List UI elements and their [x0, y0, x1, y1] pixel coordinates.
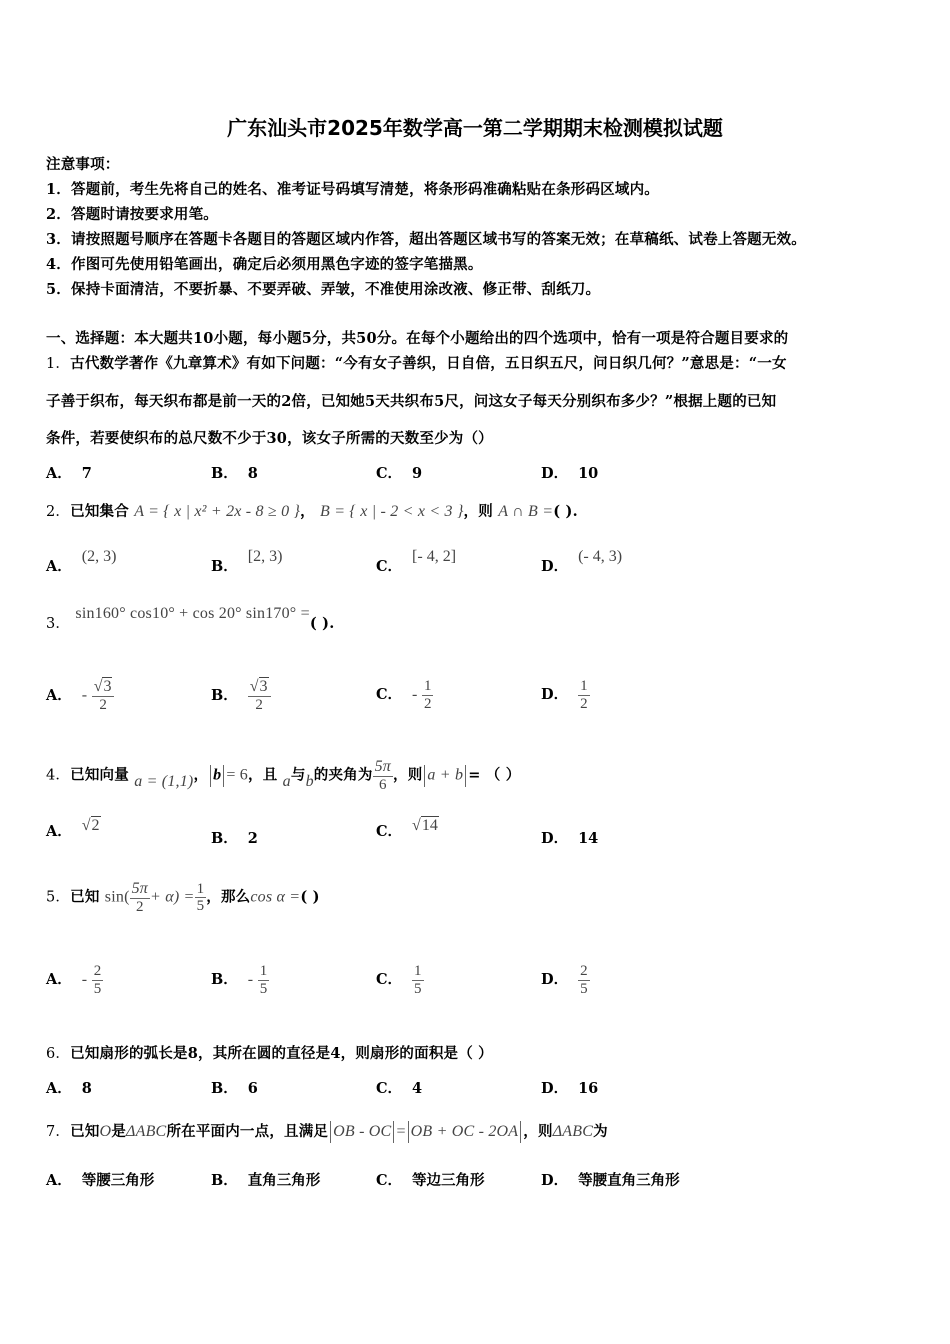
option-value: 等腰直角三角形 [578, 1172, 680, 1189]
sin-formula-tail: + α) = [150, 888, 195, 906]
option-label: B． [211, 1172, 238, 1189]
option-label: C． [376, 971, 403, 988]
option-d[interactable] [541, 1169, 680, 1190]
section-heading: 一、选择题：本大题共10小题，每小题5分，共50分。在每个小题给出的四个选项中，恰有一项是符合题目要求的 [46, 330, 789, 347]
option-label: A． [46, 465, 72, 482]
option-fraction [422, 678, 434, 712]
option-b[interactable] [211, 548, 283, 576]
vector-a: a [282, 772, 291, 790]
option-c[interactable] [376, 462, 422, 483]
denominator: 2 [580, 695, 588, 712]
option-value: [2, 3) [247, 548, 283, 565]
question-number: 6． [46, 1046, 71, 1062]
vector-b: b [305, 772, 314, 790]
option-value: 7 [81, 465, 92, 482]
option-d[interactable] [541, 1077, 598, 1098]
question-6 [46, 1042, 493, 1063]
numerator: 2 [580, 963, 588, 979]
numerator: 1 [414, 963, 422, 979]
option-fraction [248, 678, 271, 713]
option-value: 9 [412, 465, 423, 482]
question-7 [46, 1120, 608, 1143]
question-text: 是 [111, 1123, 127, 1140]
question-text: 已知扇形的弧长是8，其所在圆的直径是4，则扇形的面积是（ ） [70, 1045, 493, 1062]
option-d[interactable] [541, 678, 590, 712]
option-fraction [92, 963, 104, 997]
question-text: 所在平面内一点，且满足 [166, 1123, 329, 1140]
option-label: D． [541, 686, 569, 703]
answer-blank: ( ). [553, 503, 578, 520]
option-b[interactable] [211, 963, 269, 997]
option-value: 14 [578, 830, 599, 847]
answer-blank: ( ) [300, 888, 320, 906]
denominator: 2 [423, 695, 432, 712]
question-text: ，且 [248, 766, 278, 784]
separator: ， [300, 503, 315, 520]
question-number: 1． [46, 356, 71, 372]
option-c[interactable] [376, 548, 457, 576]
point-o: O [99, 1123, 112, 1140]
option-b[interactable] [211, 462, 258, 483]
notice-heading: 注意事项： [46, 156, 120, 173]
option-a[interactable] [46, 548, 117, 576]
option-label: A． [46, 823, 72, 840]
option-label: C． [376, 1080, 403, 1097]
trig-formula: sin160° cos10° + cos 20° sin170° = [75, 605, 310, 622]
lhs-formula: OB - OC [333, 1123, 392, 1140]
angle-fraction [130, 880, 150, 915]
page-title: 广东汕头市2025年数学高一第二学期期末检测模拟试题 [227, 116, 723, 140]
option-d[interactable] [541, 963, 590, 997]
denominator: 5 [414, 980, 422, 997]
question-1-line3: 条件，若要使织布的总尺数不少于30，该女子所需的天数至少为（） [46, 430, 493, 447]
option-a[interactable] [46, 1169, 154, 1190]
denominator: 5 [93, 980, 102, 997]
triangle: ΔABC [552, 1123, 594, 1140]
option-value: 8 [247, 465, 258, 482]
intersection-formula: A ∩ B = [498, 503, 554, 520]
option-fraction [578, 963, 590, 997]
option-b[interactable] [211, 1169, 320, 1190]
question-3 [46, 605, 335, 633]
option-value: (2, 3) [81, 548, 117, 565]
question-5 [46, 880, 320, 915]
set-a-formula: A = { x | x² + 2x - 8 ≥ 0 } [134, 503, 301, 520]
numerator: 5π [374, 758, 391, 775]
question-text: 已知 [70, 1123, 100, 1140]
rhs-formula: OB + OC - 2OA [410, 1123, 519, 1140]
vector-a-formula: a = (1,1) [134, 772, 194, 790]
option-label: C． [376, 558, 403, 575]
sin-formula: sin( [104, 888, 130, 906]
option-label: D． [541, 971, 569, 988]
triangle: ΔABC [126, 1123, 167, 1140]
notice-item: 3．请按照题号顺序在答题卡各题目的答题区域内作答，超出答题区域书写的答案无效；在草稿纸、试卷上答题无效。 [46, 231, 806, 248]
option-fraction [578, 678, 590, 712]
option-fraction [92, 678, 115, 713]
option-c[interactable] [376, 963, 424, 997]
question-text: 已知向量 [70, 766, 129, 784]
option-value: 直角三角形 [247, 1172, 321, 1189]
numerator: 1 [196, 880, 205, 897]
numerator: 1 [259, 963, 268, 979]
option-value: √14 [412, 817, 438, 834]
option-value: 等边三角形 [412, 1172, 485, 1189]
question-number: 5． [46, 889, 71, 906]
numerator: 1 [580, 678, 588, 694]
question-text: 为 [593, 1123, 608, 1140]
option-c[interactable] [376, 1169, 485, 1190]
option-label: B． [211, 971, 238, 988]
question-text: 与 [290, 766, 306, 784]
denominator: 5 [580, 980, 588, 997]
option-label: C． [376, 686, 403, 703]
option-a[interactable] [46, 817, 101, 841]
notice-item: 2．答题时请按要求用笔。 [46, 206, 218, 223]
option-label: C． [376, 1172, 403, 1189]
option-label: C． [376, 465, 403, 482]
denominator: 2 [255, 696, 263, 713]
value-fraction [195, 881, 207, 915]
question-text: 的夹角为 [313, 766, 373, 784]
option-sign: - [247, 971, 254, 988]
question-1-line2: 子善于织布，每天织布都是前一天的2倍，已知她5天共织布5尺，问这女子每天分别织布多少？”根据上题的已知 [46, 393, 777, 410]
option-fraction [258, 963, 270, 997]
option-value: 6 [247, 1080, 258, 1097]
denominator: 6 [378, 776, 387, 793]
option-label: D． [541, 558, 569, 575]
option-label: B． [211, 1080, 238, 1097]
option-b[interactable] [211, 678, 271, 713]
question-4: 4．已知向量 a = (1,1)， b = 6，且 a与b的夹角为 $\frac{5\pi}{6}$ ，则 a + b = （ ） [46, 758, 521, 793]
question-number: 3． [46, 616, 71, 632]
question-text: 已知集合 [70, 503, 129, 520]
equals: = [396, 1123, 406, 1140]
option-sign: - [81, 686, 88, 704]
option-label: A． [46, 686, 72, 704]
question-number: 7． [46, 1124, 71, 1140]
notice-item: 1．答题前，考生先将自己的姓名、准考证号码填写清楚，将条形码准确粘贴在条形码区域内。 [46, 181, 659, 198]
answer-blank: = （ ） [468, 766, 521, 784]
option-value: [- 4, 2] [412, 548, 457, 565]
question-text: ，则 [463, 503, 493, 520]
option-label: A． [46, 558, 72, 575]
option-fraction [412, 963, 424, 997]
norm-value: = 6 [226, 766, 248, 784]
option-sign: - [81, 971, 88, 988]
option-label: D． [541, 465, 569, 482]
denominator: 2 [99, 696, 107, 713]
question-text: 古代数学著作《九章算术》有如下问题：“今有女子善织，日自倍，五日织五尺，问日织几何？”意思是：“一女 [70, 355, 787, 372]
option-c[interactable] [376, 1077, 422, 1098]
set-b-formula: B = { x | - 2 < x < 3 } [320, 503, 464, 520]
notice-item: 4．作图可先使用铅笔画出，确定后必须用黑色字迹的签字笔描黑。 [46, 256, 483, 273]
numerator: √3 [248, 678, 271, 697]
option-sign: - [412, 686, 418, 703]
option-a[interactable] [46, 678, 114, 713]
option-c[interactable] [376, 817, 439, 841]
option-value: 10 [578, 465, 599, 482]
option-value: (- 4, 3) [578, 548, 623, 565]
question-2 [46, 500, 578, 521]
option-value: 等腰三角形 [81, 1172, 155, 1189]
question-number: 4． [46, 767, 71, 784]
numerator: 5π [131, 880, 149, 897]
option-d[interactable] [541, 548, 623, 576]
notice-item: 5．保持卡面清洁，不要折暴、不要弄破、弄皱，不准使用涂改液、修正带、刮纸刀。 [46, 281, 601, 298]
sum-formula: a + b [427, 766, 464, 784]
cos-formula: cos α = [250, 888, 301, 906]
option-label: B． [211, 465, 238, 482]
numerator: √3 [92, 678, 115, 697]
question-text: 已知 [70, 888, 100, 906]
option-label: B． [211, 558, 238, 575]
option-value: 4 [412, 1080, 423, 1097]
option-value: √2 [81, 817, 100, 834]
option-a[interactable] [46, 963, 103, 997]
option-c[interactable] [376, 678, 433, 712]
numerator: 2 [93, 963, 102, 979]
denominator: 5 [259, 980, 268, 997]
option-label: C． [376, 823, 403, 840]
option-d[interactable] [541, 462, 598, 483]
option-label: B． [211, 686, 238, 704]
option-label: D． [541, 830, 569, 847]
question-text: ，则 [523, 1123, 553, 1140]
option-value: 16 [578, 1080, 599, 1097]
option-label: A． [46, 1172, 72, 1189]
option-a[interactable] [46, 462, 92, 483]
option-d[interactable] [541, 827, 598, 848]
question-text: ，那么 [206, 888, 251, 906]
answer-blank: ( ). [309, 615, 335, 632]
option-value: 8 [81, 1080, 92, 1097]
option-b[interactable] [211, 827, 258, 848]
angle-fraction [373, 758, 393, 793]
question-1 [46, 352, 787, 373]
question-text: ，则 [393, 766, 423, 784]
vector-b: b [213, 766, 222, 784]
question-number: 2． [46, 504, 71, 520]
option-label: A． [46, 1080, 72, 1097]
numerator: 1 [423, 678, 432, 694]
denominator: 2 [135, 898, 144, 915]
option-label: D． [541, 1080, 569, 1097]
denominator: 5 [196, 898, 205, 915]
option-a[interactable] [46, 1077, 92, 1098]
option-label: D． [541, 1172, 569, 1189]
option-label: B． [211, 830, 238, 847]
option-label: A． [46, 971, 72, 988]
option-value: 2 [247, 830, 258, 847]
option-b[interactable] [211, 1077, 258, 1098]
